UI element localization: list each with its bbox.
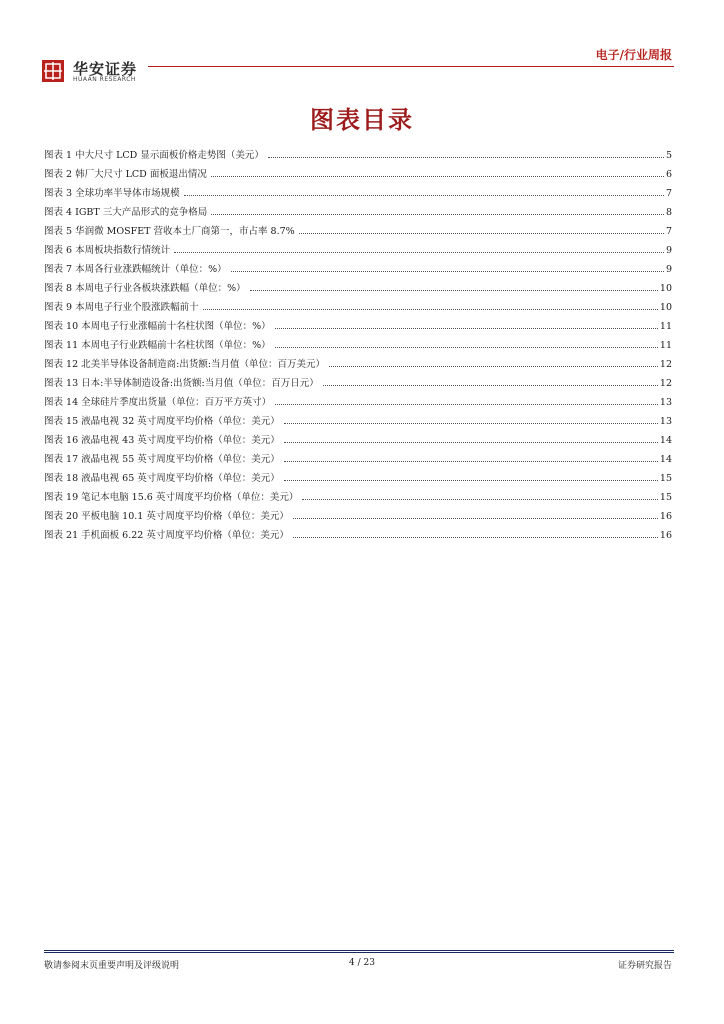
- toc-entry[interactable]: [44, 507, 672, 526]
- toc-entry-title: 图表 13 日本:半导体制造设备:出货额:当月值（单位：百万日元）: [44, 378, 319, 389]
- page-number: 4 / 23: [349, 958, 375, 968]
- header-divider: [148, 66, 674, 67]
- toc-entry-page: 12: [659, 378, 672, 389]
- toc-entry[interactable]: [44, 222, 672, 241]
- toc-entry[interactable]: [44, 336, 672, 355]
- toc-entry[interactable]: [44, 298, 672, 317]
- toc-entry-page: 16: [659, 511, 672, 522]
- toc-dot-leader: [275, 347, 658, 348]
- huaan-logo-icon: [42, 60, 64, 82]
- toc-entry-title: 图表 6 本周板块指数行情统计: [44, 245, 171, 256]
- toc-dot-leader: [250, 290, 658, 291]
- toc-entry[interactable]: [44, 165, 672, 184]
- table-of-figures: [44, 146, 672, 545]
- toc-entry-title: 图表 21 手机面板 6.22 英寸周度平均价格（单位：美元）: [44, 530, 289, 541]
- toc-entry-page: 13: [659, 397, 672, 408]
- toc-entry[interactable]: [44, 241, 672, 260]
- toc-entry-title: 图表 14 全球硅片季度出货量（单位：百万平方英寸）: [44, 397, 272, 408]
- report-type: 证券研究报告: [617, 961, 672, 971]
- toc-dot-leader: [284, 461, 658, 462]
- toc-dot-leader: [174, 252, 664, 253]
- toc-dot-leader: [284, 480, 658, 481]
- toc-entry[interactable]: [44, 260, 672, 279]
- toc-entry-title: 图表 12 北美半导体设备制造商:出货额:当月值（单位：百万美元）: [44, 359, 326, 370]
- toc-entry-page: 7: [665, 188, 672, 199]
- toc-entry-title: 图表 20 平板电脑 10.1 英寸周度平均价格（单位：美元）: [44, 511, 289, 522]
- toc-entry-title: 图表 1 中大尺寸 LCD 显示面板价格走势图（美元）: [44, 150, 264, 161]
- footer-disclaimer: 敬请参阅末页重要声明及评级说明: [44, 961, 180, 971]
- toc-entry-page: 10: [659, 302, 672, 313]
- toc-dot-leader: [211, 214, 664, 215]
- toc-entry[interactable]: [44, 526, 672, 545]
- toc-entry-page: 8: [665, 207, 672, 218]
- toc-entry[interactable]: [44, 469, 672, 488]
- toc-entry-title: 图表 10 本周电子行业涨幅前十名柱状图（单位：%）: [44, 321, 271, 332]
- toc-dot-leader: [203, 309, 658, 310]
- toc-entry-title: 图表 17 液晶电视 55 英寸周度平均价格（单位：美元）: [44, 454, 280, 465]
- toc-entry[interactable]: [44, 146, 672, 165]
- toc-entry-page: 12: [659, 359, 672, 370]
- footer-divider: [44, 950, 674, 951]
- toc-entry-page: 13: [659, 416, 672, 427]
- section-label: 电子/行业周报: [595, 48, 672, 62]
- toc-entry[interactable]: [44, 279, 672, 298]
- toc-entry-title: 图表 8 本周电子行业各板块涨跌幅（单位：%）: [44, 283, 246, 294]
- toc-dot-leader: [302, 499, 658, 500]
- toc-dot-leader: [284, 442, 658, 443]
- brand-name: 华安证券: [73, 60, 138, 78]
- toc-entry-page: 9: [665, 245, 672, 256]
- toc-entry-page: 11: [659, 321, 672, 332]
- toc-dot-leader: [231, 271, 664, 272]
- toc-entry-page: 16: [659, 530, 672, 541]
- footer-divider-secondary: [44, 952, 674, 953]
- page-title: 图表目录: [310, 105, 414, 134]
- toc-entry[interactable]: [44, 203, 672, 222]
- toc-entry-title: 图表 15 液晶电视 32 英寸周度平均价格（单位：美元）: [44, 416, 280, 427]
- toc-entry-page: 14: [659, 454, 672, 465]
- toc-entry-title: 图表 19 笔记本电脑 15.6 英寸周度平均价格（单位：美元）: [44, 492, 299, 503]
- toc-entry[interactable]: [44, 412, 672, 431]
- toc-entry-title: 图表 4 IGBT 三大产品形式的竞争格局: [44, 207, 208, 218]
- toc-entry-page: 5: [665, 150, 672, 161]
- toc-entry-title: 图表 2 韩厂大尺寸 LCD 面板退出情况: [44, 169, 207, 180]
- toc-entry-page: 6: [665, 169, 672, 180]
- toc-dot-leader: [184, 195, 664, 196]
- toc-entry[interactable]: [44, 450, 672, 469]
- toc-entry-page: 7: [665, 226, 672, 237]
- toc-entry[interactable]: [44, 393, 672, 412]
- toc-dot-leader: [329, 366, 658, 367]
- toc-entry-title: 图表 3 全球功率半导体市场规模: [44, 188, 180, 199]
- toc-entry-title: 图表 16 液晶电视 43 英寸周度平均价格（单位：美元）: [44, 435, 280, 446]
- toc-entry[interactable]: [44, 317, 672, 336]
- toc-dot-leader: [275, 404, 658, 405]
- toc-entry-title: 图表 18 液晶电视 65 英寸周度平均价格（单位：美元）: [44, 473, 280, 484]
- toc-dot-leader: [293, 537, 658, 538]
- toc-dot-leader: [275, 328, 658, 329]
- toc-entry[interactable]: [44, 374, 672, 393]
- toc-entry[interactable]: [44, 184, 672, 203]
- toc-dot-leader: [323, 385, 658, 386]
- toc-entry-title: 图表 5 华润微 MOSFET 营收本土厂商第一，市占率 8.7%: [44, 226, 295, 237]
- page-header: [0, 0, 724, 90]
- toc-dot-leader: [284, 423, 658, 424]
- toc-entry-title: 图表 9 本周电子行业个股涨跌幅前十: [44, 302, 199, 313]
- toc-entry-page: 9: [665, 264, 672, 275]
- toc-entry-title: 图表 11 本周电子行业跌幅前十名柱状图（单位：%）: [44, 340, 271, 351]
- toc-entry[interactable]: [44, 488, 672, 507]
- toc-dot-leader: [293, 518, 658, 519]
- toc-entry-title: 图表 7 本周各行业涨跌幅统计（单位：%）: [44, 264, 227, 275]
- toc-entry[interactable]: [44, 355, 672, 374]
- toc-entry-page: 15: [659, 473, 672, 484]
- toc-dot-leader: [299, 233, 664, 234]
- brand-subtitle: HUAAN RESEARCH: [73, 76, 136, 83]
- toc-dot-leader: [268, 157, 664, 158]
- toc-entry-page: 14: [659, 435, 672, 446]
- toc-entry[interactable]: [44, 431, 672, 450]
- toc-dot-leader: [211, 176, 664, 177]
- toc-entry-page: 11: [659, 340, 672, 351]
- toc-entry-page: 10: [659, 283, 672, 294]
- toc-entry-page: 15: [659, 492, 672, 503]
